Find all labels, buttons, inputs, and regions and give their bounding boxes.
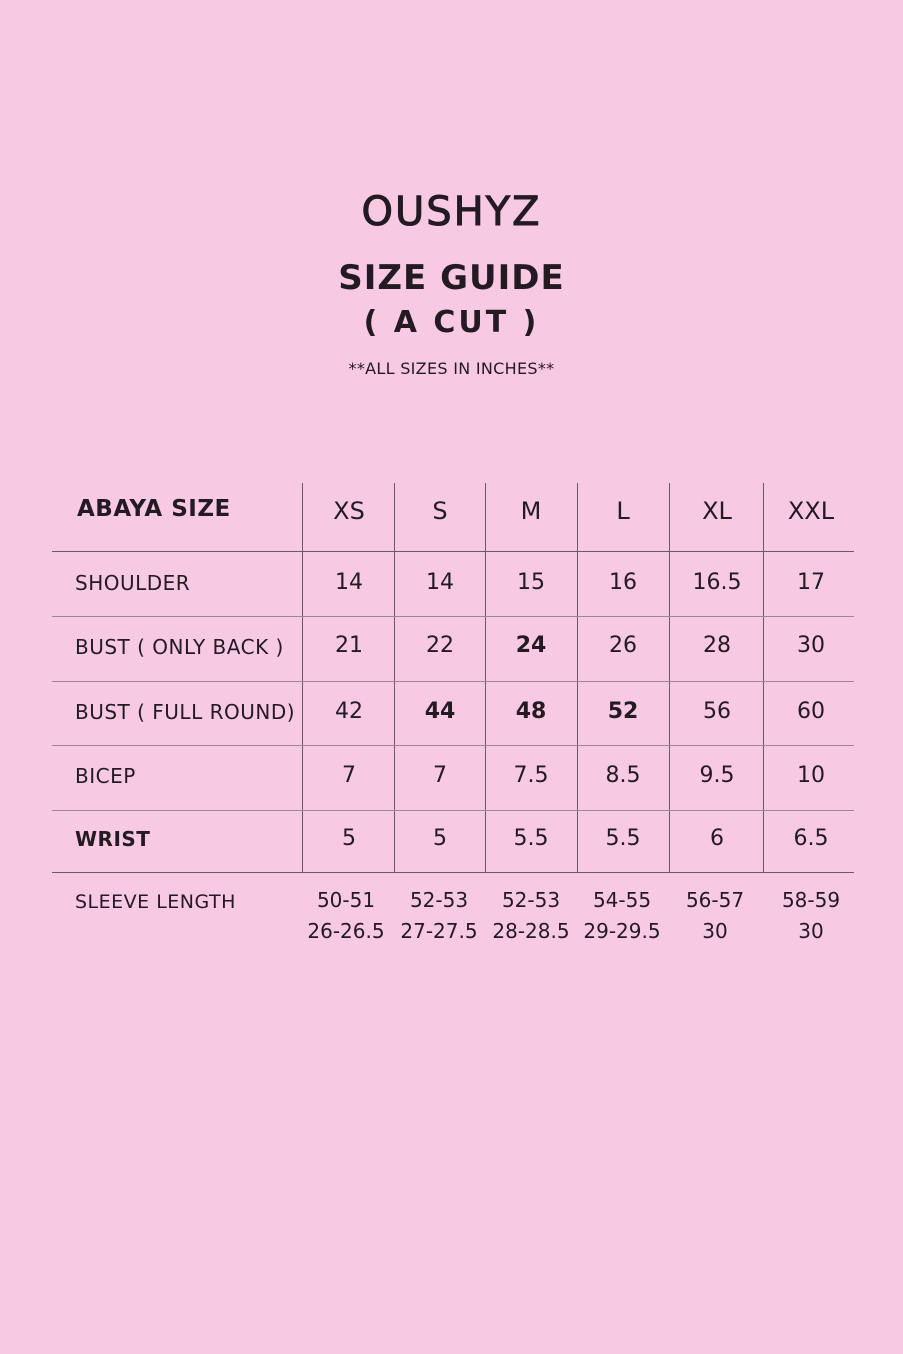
size-header: L	[616, 497, 630, 525]
row-divider	[52, 872, 854, 873]
sleeve-cell	[483, 885, 579, 947]
sleeve-value-line2: 26-26.5	[307, 919, 385, 943]
sleeve-value-line2: 30	[702, 919, 728, 943]
row-label-sleeve-length: SLEEVE LENGTH	[75, 891, 236, 913]
table-cell: 7	[342, 763, 356, 788]
row-divider	[52, 810, 854, 811]
row-label-shoulder: SHOULDER	[75, 571, 191, 595]
size-header: XL	[702, 497, 732, 525]
sleeve-cell	[667, 885, 763, 947]
table-cell: 5.5	[605, 826, 641, 851]
row-divider	[52, 745, 854, 746]
sleeve-value-line2: 29-29.5	[583, 919, 661, 943]
sleeve-value-line1: 54-55	[592, 888, 652, 912]
column-divider	[763, 483, 764, 873]
sleeve-value-line1: 52-53	[409, 888, 469, 912]
table-cell: 8.5	[605, 763, 641, 788]
table-cell: 5.5	[513, 826, 549, 851]
sleeve-value-line2: 27-27.5	[400, 919, 478, 943]
sleeve-cell	[574, 885, 670, 947]
table-cell: 7	[433, 763, 447, 788]
sleeve-value-line1: 56-57	[685, 888, 745, 912]
table-cell: 44	[424, 699, 456, 724]
table-cell: 30	[797, 633, 825, 658]
page-subtitle: ( A CUT )	[363, 305, 540, 340]
table-cell: 17	[797, 570, 825, 595]
table-cell: 14	[426, 570, 454, 595]
row-label-bicep: BICEP	[75, 764, 136, 788]
size-header: M	[520, 497, 542, 525]
row-label-wrist: WRIST	[75, 827, 151, 851]
table-cell: 48	[515, 699, 547, 724]
sleeve-value-line1: 52-53	[501, 888, 561, 912]
column-divider	[394, 483, 395, 873]
size-header: XS	[333, 497, 365, 525]
table-cell: 26	[609, 633, 637, 658]
sleeve-cell	[763, 885, 859, 947]
column-divider	[485, 483, 486, 873]
row-label-bust-back: BUST ( ONLY BACK )	[75, 635, 284, 659]
table-cell: 28	[703, 633, 731, 658]
table-cell: 24	[515, 633, 547, 658]
table-cell: 22	[426, 633, 454, 658]
table-cell: 21	[335, 633, 363, 658]
table-cell: 42	[335, 699, 363, 724]
column-divider	[302, 483, 303, 873]
size-header: XXL	[787, 497, 835, 525]
table-cell: 6.5	[793, 826, 829, 851]
table-cell: 56	[703, 699, 731, 724]
table-cell: 52	[607, 699, 639, 724]
brand-logo: OUSHYZ	[361, 189, 542, 235]
table-cell: 60	[797, 699, 825, 724]
table-cell: 16	[609, 570, 637, 595]
column-divider	[669, 483, 670, 873]
sleeve-value-line2: 30	[798, 919, 824, 943]
table-cell: 6	[710, 826, 724, 851]
size-header: S	[432, 497, 448, 525]
table-cell: 5	[342, 826, 356, 851]
units-note: **ALL SIZES IN INCHES**	[348, 359, 555, 378]
column-divider	[577, 483, 578, 873]
row-divider	[52, 551, 854, 552]
sleeve-value-line1: 50-51	[316, 888, 376, 912]
header-label: ABAYA SIZE	[77, 496, 231, 522]
page-title: SIZE GUIDE	[338, 258, 565, 298]
sleeve-cell	[298, 885, 394, 947]
sleeve-value-line1: 58-59	[781, 888, 841, 912]
row-label-bust-full: BUST ( FULL ROUND)	[75, 700, 296, 724]
table-cell: 7.5	[513, 763, 549, 788]
row-divider	[52, 616, 854, 617]
table-cell: 5	[433, 826, 447, 851]
table-cell: 9.5	[699, 763, 735, 788]
sleeve-cell	[391, 885, 487, 947]
row-divider	[52, 681, 854, 682]
table-cell: 10	[797, 763, 825, 788]
table-cell: 14	[335, 570, 363, 595]
table-cell: 16.5	[692, 570, 742, 595]
sleeve-value-line2: 28-28.5	[492, 919, 570, 943]
table-cell: 15	[517, 570, 545, 595]
